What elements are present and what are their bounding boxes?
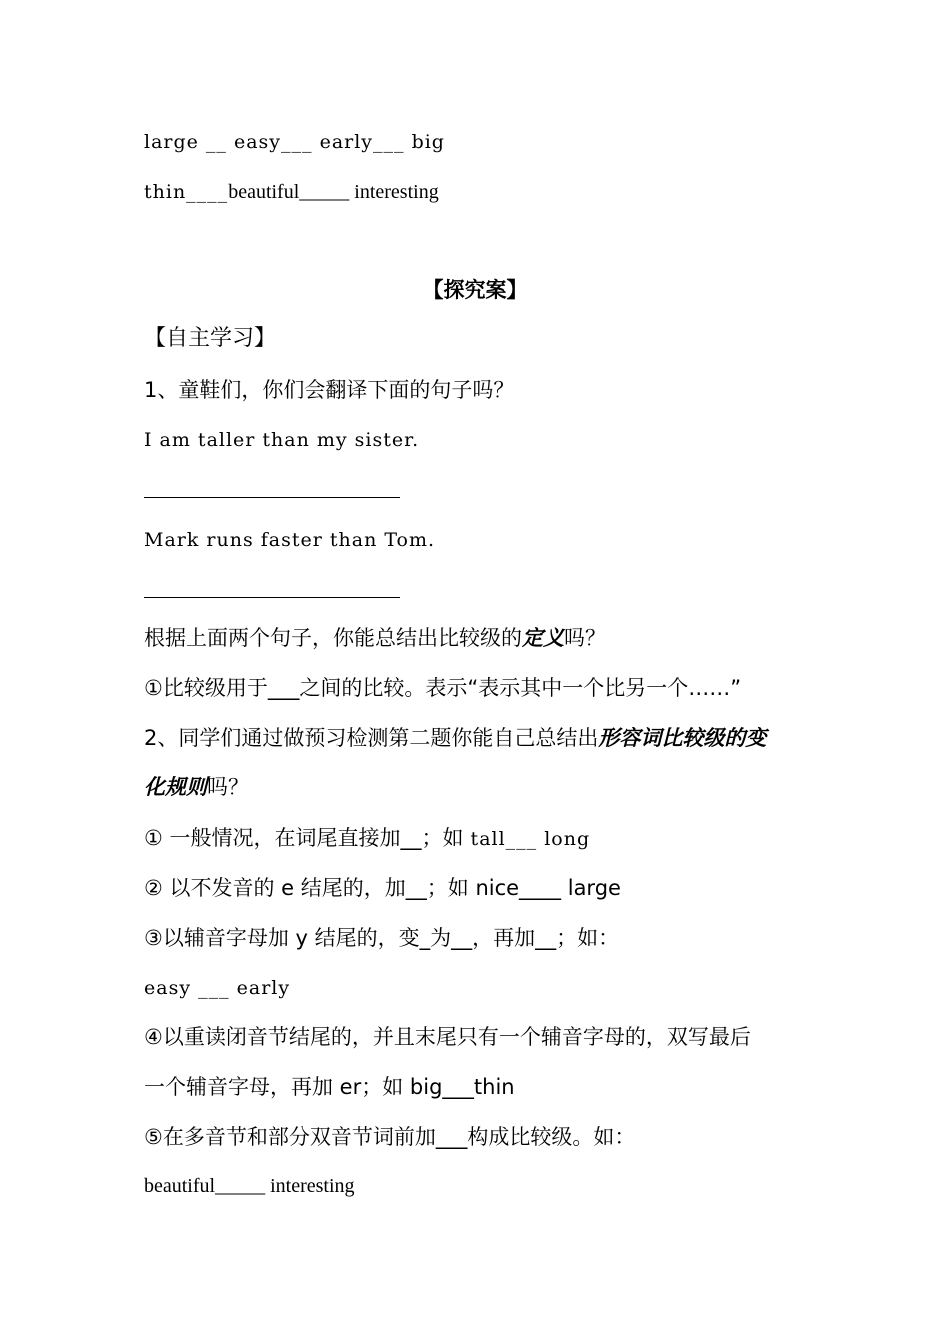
question-2-emphasis-1: 形容词比较级的变	[598, 726, 767, 750]
question-2-prompt-part-a: 2、同学们通过做预习检测第二题你能自己总结出	[144, 726, 599, 750]
rule-5-example: beautiful_____ interesting	[144, 1175, 355, 1197]
question-2-prompt-cont	[144, 773, 249, 801]
preview-row-2-part-b: beautiful_____ interesting	[228, 181, 439, 203]
definition-emphasis: 定义	[522, 626, 564, 650]
rule-4: ④以重读闭音节结尾的，并且末尾只有一个辅音字母的，双写最后	[144, 1025, 751, 1049]
sentence-1: I am taller than my sister.	[144, 429, 420, 451]
rule-5: ⑤在多音节和部分双音节词前加___构成比较级。如：	[144, 1125, 636, 1149]
preview-row-2-part-a: thin____	[144, 181, 229, 203]
question-2-emphasis-2: 化规则	[144, 775, 207, 799]
rule-1-examples: tall___ long	[463, 828, 591, 850]
question-1-prompt: 1、童鞋们，你们会翻译下面的句子吗？	[144, 378, 515, 402]
answer-line-1	[144, 497, 400, 498]
rule-1	[144, 824, 590, 853]
rule-3: ③以辅音字母加 y 结尾的，变_为__，再加__；如：	[144, 926, 620, 950]
preview-row-2	[144, 177, 439, 206]
definition-prompt-part-b: 吗？	[564, 626, 606, 650]
rule-2: ② 以不发音的 e 结尾的，加__；如 nice____ large	[144, 876, 621, 900]
sentence-2: Mark runs faster than Tom.	[144, 529, 436, 551]
section-title: 【探究案】	[422, 278, 528, 302]
rule-3-example: easy ___ early	[144, 977, 291, 999]
definition-prompt-part-a: 根据上面两个句子，你能总结出比较级的	[144, 626, 522, 650]
answer-line-2	[144, 597, 400, 598]
question-2-prompt	[144, 724, 766, 752]
rule-4-cont: 一个辅音字母，再加 er；如 big___thin	[144, 1075, 515, 1099]
subsection-title: 【自主学习】	[144, 326, 277, 351]
preview-row-1: large __ easy___ early___ big	[144, 131, 445, 153]
question-2-prompt-part-b: 吗？	[207, 775, 249, 799]
definition-prompt	[144, 624, 606, 652]
definition-answer: ①比较级用于___之间的比较。表示“表示其中一个比另一个……”	[144, 676, 742, 700]
rule-1-text: ① 一般情况，在词尾直接加__；如	[144, 826, 464, 850]
